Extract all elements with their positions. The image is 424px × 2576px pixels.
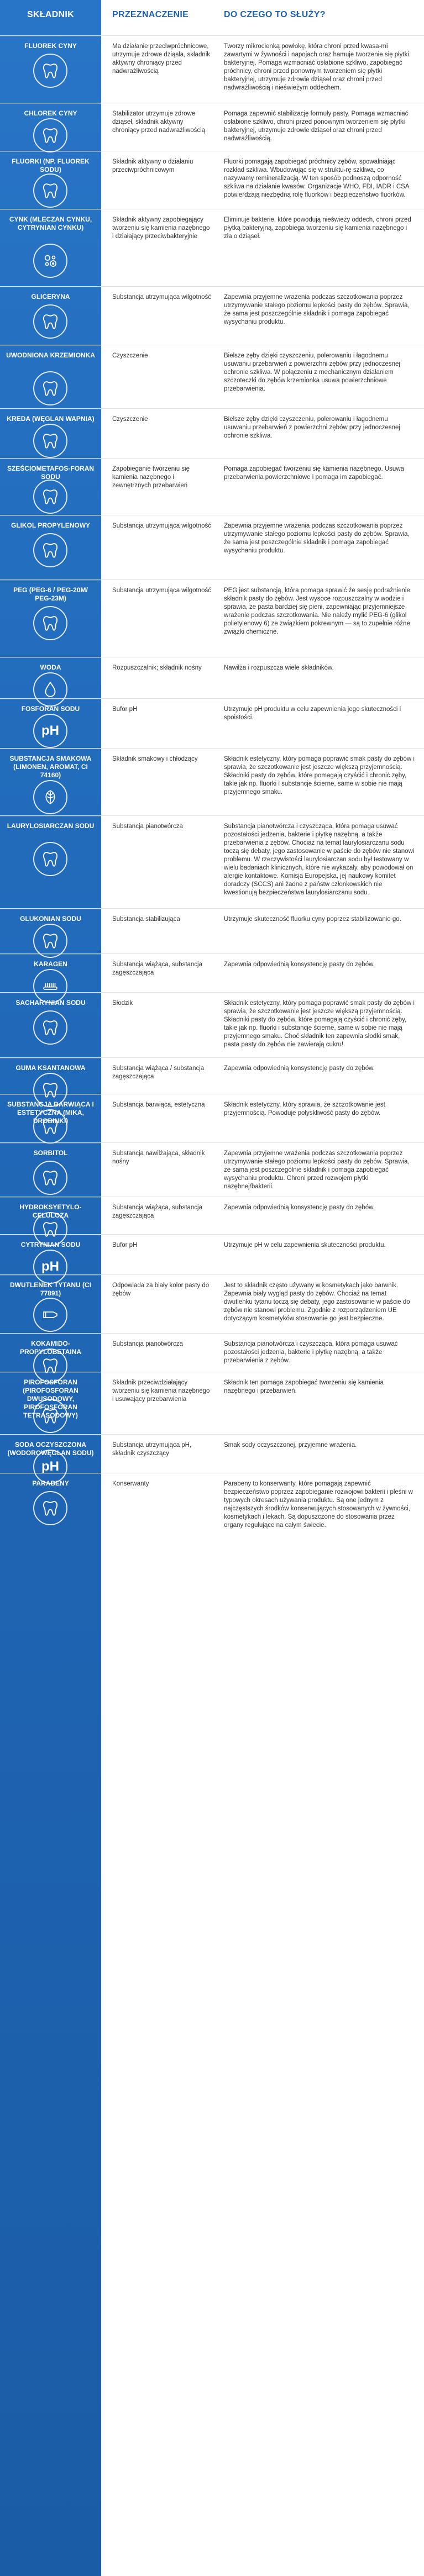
ingredient-cell bbox=[0, 1094, 101, 1142]
ingredient-cell bbox=[0, 1143, 101, 1197]
ingredient-name: PARABENY bbox=[32, 1479, 69, 1487]
ingredient-purpose: Składnik aktywny zapobiegający tworzeniu się kamienia nazębnego i działający przeciwbakteryjnie bbox=[112, 217, 210, 240]
ingredient-name: KARAGEN bbox=[34, 960, 67, 968]
ingredient-cell bbox=[0, 1334, 101, 1372]
table-row bbox=[0, 345, 424, 408]
ph-icon: pH bbox=[33, 1450, 67, 1484]
ingredient-description: Zapewnia przyjemne wrażenia podczas szczotkowania poprzez utrzymywanie stałego poziomu lepkości pasty do zębów. Sprawia, że sama jest poszczególnie składnik i pomaga zapobiegać wysychaniu produktu. bbox=[224, 523, 410, 554]
ingredient-purpose: Substancja barwiąca, estetyczna bbox=[112, 1102, 205, 1108]
tooth-icon bbox=[33, 1161, 67, 1195]
tooth-icon bbox=[33, 924, 67, 958]
table-row bbox=[0, 1372, 424, 1434]
ingredient-description: Parabeny to konserwanty, które pomagają zapewnić bezpieczeństwo poprzez zapobieganie rozwojowi bakterii i pleśni w typowych okresach używania produktu. Są one jednym z najczęstszych środków konserwujących stosowanych w żywności, kosmetykach i lekach. Są dopuszczone do stosowania przez organy regulujące na całym świecie. bbox=[224, 1481, 413, 1529]
ingredient-purpose: Substancja wiążąca, substancja zagęszczająca bbox=[112, 1204, 203, 1219]
ingredient-purpose: Bufor pH bbox=[112, 1242, 138, 1249]
ingredient-name: FLUOREK CYNY bbox=[24, 42, 77, 50]
ingredient-purpose: Substancja stabilizująca bbox=[112, 916, 180, 923]
ingredient-name: SODA OCZYSZCZONA (WODOROWĘGLAN SODU) bbox=[7, 1441, 94, 1457]
ingredient-name: SACHARYNIAN SODU bbox=[15, 999, 86, 1007]
table-row bbox=[0, 1094, 424, 1142]
ingredient-cell bbox=[0, 580, 101, 657]
tooth-icon bbox=[33, 1010, 67, 1045]
ingredient-purpose: Składnik przeciwdziałający tworzeniu się kamienia nazębnego i usuwający przebarwienia bbox=[112, 1379, 210, 1403]
ingredient-cell bbox=[0, 345, 101, 408]
ingredient-cell bbox=[0, 103, 101, 151]
ingredient-description: Pomaga zapewnić stabilizację formuły pasty. Pomaga wzmacniać osłabione szkliwo, chroni przed ponownym tworzeniem się płytki bakteryjnej, utrzymuje zdrowie dziąseł oraz chroni przed nadwrażliwością. bbox=[224, 110, 409, 142]
ingredient-purpose: Składnik aktywny o działaniu przeciwpróchnicowym bbox=[112, 159, 193, 173]
table-body bbox=[0, 35, 424, 1532]
ingredient-purpose: Substancja pianotwórcza bbox=[112, 1341, 183, 1347]
ingredient-cell bbox=[0, 993, 101, 1057]
ingredient-description: Składnik estetyczny, który pomaga poprawić smak pasty do zębów i sprawia, że szczotkowanie jest jeszcze większą przyjemnością. Składniki pasty do zębów, które pomagają czyścić i chronić zęby, takie jak np. fluorki i substancje ścierne, same w sobie nie mają przyjemnego smaku. bbox=[224, 756, 415, 796]
ph-icon: pH bbox=[33, 1250, 67, 1284]
ingredient-name: CYTRYNIAN SODU bbox=[20, 1241, 81, 1249]
ingredient-cell bbox=[0, 151, 101, 209]
ingredient-name: SUBSTANCJA BARWIĄCA I ESTETYCZNA (MIKA, DROBINKI) bbox=[7, 1100, 94, 1125]
ingredient-name: CHLOREK CYNY bbox=[24, 109, 77, 117]
tooth-icon bbox=[33, 606, 67, 640]
ingredient-cell bbox=[0, 657, 101, 698]
bacteria-icon bbox=[33, 244, 67, 278]
ingredient-name: SORBITOL bbox=[33, 1149, 68, 1157]
table-row bbox=[0, 908, 424, 954]
ingredient-name: GLUKONIAN SODU bbox=[20, 915, 81, 923]
table-header bbox=[0, 0, 424, 35]
ingredient-description: Zapewnia odpowiednią konsystencję pasty do zębów. bbox=[224, 961, 375, 968]
table-row bbox=[0, 698, 424, 748]
ingredient-purpose: Czyszczenie bbox=[112, 416, 148, 423]
ingredient-name: CYNK (MLECZAN CYNKU, CYTRYNIAN CYNKU) bbox=[9, 215, 92, 231]
tooth-icon bbox=[33, 1399, 67, 1433]
tooth-icon bbox=[33, 1109, 67, 1144]
table-row bbox=[0, 103, 424, 151]
ingredient-purpose: Substancja wiążąca, substancja zagęszczająca bbox=[112, 961, 203, 976]
table-row bbox=[0, 1333, 424, 1372]
ingredient-name: DWUTLENEK TYTANU (CI 77891) bbox=[9, 1281, 92, 1297]
mint-icon bbox=[33, 780, 67, 814]
ingredient-description: Fluorki pomagają zapobiegać próchnicy zębów, spowalniając rozkład szkliwa. Wbudowując się w struktu-rę szkliwa, co nazywamy remineralizacją. W ten sposób podnoszą odporność szkliwa na działanie kwasów. Organizacje WHO, FDI, IADR i CSA potwierdzają niezbędną rolę fluorków i bezpieczeństwo fluorków. bbox=[224, 159, 409, 198]
tooth-icon bbox=[33, 371, 67, 405]
ingredient-cell bbox=[0, 1473, 101, 1532]
ingredient-description: Bielsze zęby dzięki czyszczeniu, polerowaniu i łagodnemu usuwaniu przebarwień z powierzchni zębów przy jednoczesnej ochronie szkliwa. bbox=[224, 416, 400, 439]
ingredient-cell bbox=[0, 954, 101, 992]
ingredient-description: Utrzymuje skuteczność fluorku cyny poprzez stabilizowanie go. bbox=[224, 916, 401, 923]
ingredient-description: Składnik ten pomaga zapobiegać tworzeniu się kamienia nazębnego i przebarwień. bbox=[224, 1379, 384, 1394]
ingredient-description: Zapewnia przyjemne wrażenia podczas szczotkowania poprzez utrzymywanie stałego poziomu lepkości pasty do zębów. Sprawia, że sama jest poszczególnie składnik i pomaga zapobiegać wysychaniu produktu. bbox=[224, 294, 410, 325]
table-row bbox=[0, 1142, 424, 1197]
ingredient-name: WODA bbox=[40, 663, 61, 671]
ingredient-purpose: Odpowiada za biały kolor pasty do zębów bbox=[112, 1282, 210, 1297]
table-row bbox=[0, 408, 424, 458]
ingredient-purpose: Substancja utrzymująca wilgotność bbox=[112, 523, 211, 529]
ingredient-description: Bielsze zęby dzięki czyszczeniu, polerowaniu i łagodnemu usuwaniu przebarwień z powierzchni zębów przy jednoczesnej ochronie szkliwa. W połączeniu z mechanicznym działaniem szczoteczki do zębów krzemionka usuwa powierzchniowe przebarwienia. bbox=[224, 352, 400, 392]
tube-icon bbox=[33, 1298, 67, 1332]
table-row bbox=[0, 35, 424, 103]
ingredient-cell bbox=[0, 515, 101, 580]
ingredient-name: SZEŚCIOMETAFOS-FORAN SODU bbox=[7, 465, 95, 481]
ingredient-name: KOKAMIDO-PROPYLOBETAINA bbox=[19, 1340, 82, 1356]
ingredient-cell bbox=[0, 1235, 101, 1274]
ingredient-cell bbox=[0, 816, 101, 908]
ingredient-name: LAURYLOSIARCZAN SODU bbox=[7, 822, 95, 830]
ingredient-purpose: Substancja wiążąca / substancja zagęszczająca bbox=[112, 1065, 205, 1080]
ingredient-cell bbox=[0, 1058, 101, 1094]
header-ingredient: SKŁADNIK bbox=[27, 10, 75, 19]
ingredient-cell bbox=[0, 1197, 101, 1234]
table-row bbox=[0, 1057, 424, 1094]
ingredient-purpose: Ma działanie przeciwpróchnicowe, utrzymuje zdrowe dziąsła, składnik aktywny chroniący przed nadwrażliwością bbox=[112, 43, 211, 75]
ingredient-description: Utrzymuje pH w celu zapewnienia skuteczności produktu. bbox=[224, 1242, 386, 1249]
ingredient-purpose: Składnik smakowy i chłodzący bbox=[112, 756, 198, 762]
tooth-icon bbox=[33, 173, 67, 208]
ingredient-description: Składnik estetyczny, który pomaga poprawić smak pasty do zębów i sprawia, że szczotkowanie jest jeszcze większą przyjemnością. Składniki pasty do zębów, które pomagają czyścić i chronić zęby, takie jak np. fluorki i substancje ścierne, same w sobie nie mają przyjemnego smaku. Choć składnik ten zapewnia słodki smak, pasta pasty do zębów nie zawierają cukru! bbox=[224, 1000, 415, 1048]
ingredient-purpose: Konserwanty bbox=[112, 1481, 149, 1487]
tooth-icon bbox=[33, 842, 67, 876]
ingredient-description: PEG jest substancją, która pomaga sprawić że sesję podrażnienie składnik pasty do zębów. Jest wysoce rozpuszczalny w wodzie i sprawia, że pasta bardziej się pieni, zapewniając przyjemniejsze wrażenie podczas szczotkowania. Nie należy mylić PEG-6 (glikol polietylenowy 6) ze związkiem pokrewnym — są to zupełnie różne związki chemiczne. bbox=[224, 587, 410, 635]
ingredient-cell bbox=[0, 409, 101, 458]
tooth-icon bbox=[33, 304, 67, 339]
table-row bbox=[0, 815, 424, 908]
table-row bbox=[0, 209, 424, 286]
ingredient-name: HYDROKSYETYLO-CELULOZA bbox=[19, 1203, 82, 1219]
ingredient-cell bbox=[0, 209, 101, 286]
table-row bbox=[0, 1234, 424, 1274]
tooth-icon bbox=[33, 1491, 67, 1525]
ingredient-purpose: Substancja utrzymująca wilgotność bbox=[112, 587, 211, 594]
ingredient-description: Substancja pianotwórcza i czyszcząca, która pomaga usuwać pozostałości jedzenia, bakterie i płytkę nazębną, a także przebarwienia z zębów. bbox=[224, 1341, 398, 1364]
table-row bbox=[0, 954, 424, 992]
tooth-icon bbox=[33, 54, 67, 88]
ingredient-cell bbox=[0, 459, 101, 515]
ingredient-description: Zapewnia odpowiednią konsystencję pasty do zębów. bbox=[224, 1204, 375, 1211]
ingredient-purpose: Czyszczenie bbox=[112, 352, 148, 359]
table-row bbox=[0, 1274, 424, 1333]
ingredient-name: GLIKOL PROPYLENOWY bbox=[11, 521, 91, 529]
table-row bbox=[0, 992, 424, 1057]
table-row bbox=[0, 515, 424, 580]
tooth-icon bbox=[33, 480, 67, 514]
ingredient-cell bbox=[0, 1372, 101, 1434]
ingredient-name: FOSFORAN SODU bbox=[21, 705, 80, 713]
table-row bbox=[0, 657, 424, 698]
ingredient-purpose: Rozpuszczalnik; składnik nośny bbox=[112, 665, 202, 671]
ingredient-description: Jest to składnik często używany w kosmetykach jako barwnik. Zapewnia biały wygląd pasty do zębów. Chociaż na temat dwutlenku tytanu toczą się debaty, jego zastosowanie w paście do zębów nie stanowi problemu. Zgodnie z rozporządzeniem UE dotyczącym kosmetyków stosowanie go jest bezpieczne. bbox=[224, 1282, 410, 1322]
ingredient-name: SUBSTANCJA SMAKOWA (LIMONEN, AROMAT, CI 74160) bbox=[9, 755, 92, 779]
table-row bbox=[0, 1473, 424, 1532]
ingredient-purpose: Zapobieganie tworzeniu się kamienia nazębnego i zewnętrznych przebarwień bbox=[112, 466, 190, 489]
ph-icon: pH bbox=[33, 714, 67, 748]
ingredient-name: KREDA (WĘGLAN WAPNIA) bbox=[7, 415, 95, 423]
header-description: DO CZEGO TO SŁUŻY? bbox=[224, 10, 326, 19]
ingredient-name: UWODNIONA KRZEMIONKA bbox=[6, 351, 95, 359]
ingredient-cell bbox=[0, 36, 101, 103]
ingredient-description: Tworzy mikrocienką powłokę, która chroni przed kwasa-mi zawartymi w żywności i napojach oraz hamuje tworzenie się płytki bakteryjnej. Pomaga wzmacniać osłabione szkliwo, zapobiegać próchnicy, chroni przed ponownym tworzeniem się płytki bakteryjnej, utrzymuje zdrowie dziąseł oraz chroni przed nadwrażliwością i nieświeżym oddechem. bbox=[224, 43, 409, 91]
table-row bbox=[0, 580, 424, 657]
ingredient-purpose: Stabilizator utrzymuje zdrowe dziąseł, składnik aktywny chroniący przed nadwrażliwością bbox=[112, 110, 206, 134]
ingredient-description: Pomaga zapobiegać tworzeniu się kamienia nazębnego. Usuwa przebarwienia powierzchniowe i pomaga im zapobiegać. bbox=[224, 466, 405, 481]
ingredient-description: Składnik estetyczny, który sprawia, że szczotkowanie jest przyjemnością. Powoduje połyskliwość pasty do zębów. bbox=[224, 1102, 385, 1116]
table-row bbox=[0, 748, 424, 815]
ingredient-name: GUMA KSANTANOWA bbox=[15, 1064, 86, 1072]
ingredient-cell bbox=[0, 1435, 101, 1473]
table-row bbox=[0, 1434, 424, 1473]
table-row bbox=[0, 458, 424, 515]
table-row bbox=[0, 151, 424, 209]
ingredient-cell bbox=[0, 1275, 101, 1333]
ingredient-description: Eliminuje bakterie, które powodują nieświeży oddech, chroni przed płytką bakteryjną, zapobiega tworzeniu się kamienia nazębnego i zła o dziąseł. bbox=[224, 217, 411, 240]
ingredient-purpose: Substancja utrzymująca wilgotność bbox=[112, 294, 211, 301]
ingredient-cell bbox=[0, 287, 101, 345]
ingredient-purpose: Substancja nawilżająca, składnik nośny bbox=[112, 1150, 205, 1165]
tooth-icon bbox=[33, 118, 67, 152]
ingredient-description: Nawilża i rozpuszcza wiele składników. bbox=[224, 665, 334, 671]
ingredient-description: Utrzymuje pH produktu w celu zapewnienia jego skuteczności i spoistości. bbox=[224, 706, 401, 721]
header-purpose: PRZEZNACZENIE bbox=[112, 10, 189, 19]
ingredient-name: PEG (PEG-6 / PEG-20M/ PEG-23M) bbox=[13, 586, 88, 602]
ingredient-description: Zapewnia odpowiednią konsystencję pasty do zębów. bbox=[224, 1065, 375, 1072]
ingredient-description: Smak sody oczyszczonej, przyjemne wrażenia. bbox=[224, 1442, 357, 1448]
table-row bbox=[0, 286, 424, 345]
ingredient-name: PIROFOSFORAN (PIROFOSFORAN DWUSODOWY, PIROFOSFORAN TETRASODOWY) bbox=[23, 1378, 78, 1419]
tooth-icon bbox=[33, 424, 67, 458]
ingredient-cell bbox=[0, 909, 101, 954]
ingredient-name: FLUORKI (NP. FLUOREK SODU) bbox=[12, 157, 90, 173]
ingredient-description: Zapewnia przyjemne wrażenia podczas szczotkowania poprzez utrzymywanie stałego poziomu lepkości pasty do zębów. Sprawia, że sama jest poszczególnie składnik i pomaga zapobiegać wysychaniu produktu. Chroni przed rozwojem płytki nazębnej/bakterii. bbox=[224, 1150, 410, 1190]
ingredient-purpose: Bufor pH bbox=[112, 706, 138, 713]
ingredient-name: GLICERYNA bbox=[31, 293, 70, 301]
table-row bbox=[0, 1197, 424, 1234]
ingredient-description: Substancja pianotwórcza i czyszcząca, która pomaga usuwać pozostałości jedzenia, bakterie i płytkę nazębną, a także przebarwienia z zębów. Chociaż na temat laurylosiarczanu sodu toczą się debaty, jego zastosowanie w paście do zębów nie stanowi problemu. W rzeczywistości laurylosiarczan sodu był testowany w wielu badaniach klinicznych, które nie wykazały, aby powodował on alergie kontaktowe. Komisja Europejska, jej naukowy komitet doradczy (SCCS) ani żadne z państw członkowskich nie kwestionują bezpieczeństwa laurylosiarczanu sodu. bbox=[224, 823, 415, 896]
ingredient-purpose: Słodzik bbox=[112, 1000, 133, 1007]
ingredient-purpose: Substancja utrzymująca pH, składnik czyszczący bbox=[112, 1442, 192, 1457]
tooth-icon bbox=[33, 533, 67, 567]
ingredient-cell bbox=[0, 699, 101, 748]
ingredient-purpose: Substancja pianotwórcza bbox=[112, 823, 183, 830]
ingredient-cell bbox=[0, 749, 101, 815]
